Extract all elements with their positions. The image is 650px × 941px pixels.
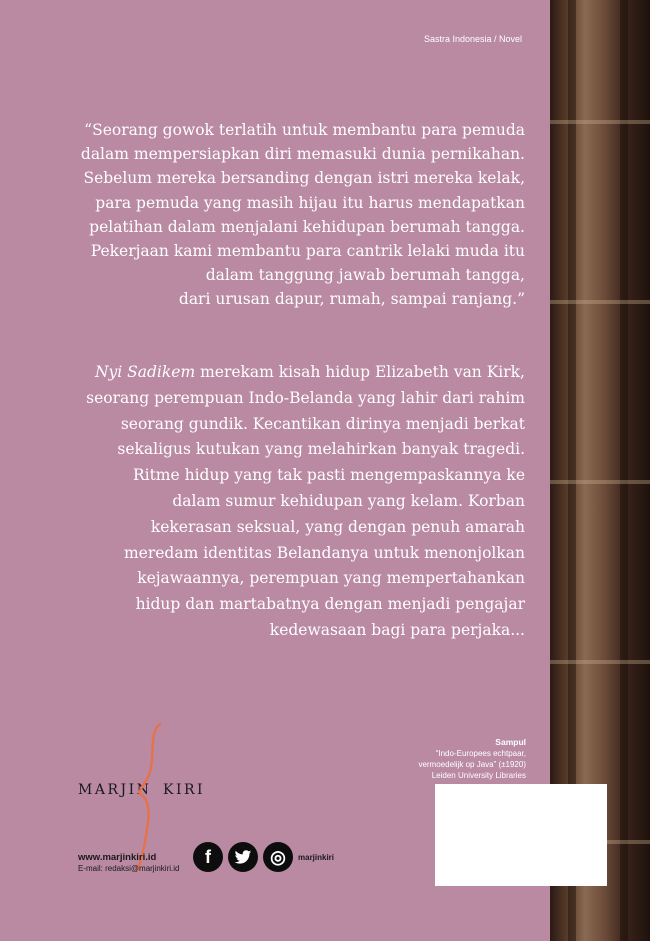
synopsis-line: Ritme hidup yang tak pasti mengempaskannya ke <box>132 466 525 485</box>
synopsis-line: dalam sumur kehidupan yang kelam. Korban <box>172 491 525 510</box>
synopsis-line: kekerasan seksual, yang dengan penuh amarah <box>150 517 525 536</box>
quote-line: dalam tanggung jawab berumah tangga, <box>205 266 525 285</box>
publisher-email[interactable]: E-mail: redaksi@marjinkiri.id <box>78 864 180 873</box>
synopsis-line: meredam identitas Belandanya untuk menonjolkan <box>123 543 525 562</box>
synopsis-line: kejawaannya, perempuan yang mempertahankan <box>137 569 525 588</box>
publisher-logo-right: KIRI <box>163 782 206 798</box>
quote-line: “Seorang gowok terlatih untuk membantu para pemuda <box>84 121 525 139</box>
category-label: Sastra Indonesia / Novel <box>423 34 522 44</box>
synopsis-line: kedewasaan bagi para perjaka... <box>269 620 525 639</box>
cover-credit <box>418 737 526 781</box>
synopsis-line: sekaligus kutukan yang melahirkan banyak tragedi. <box>117 440 525 459</box>
synopsis-line <box>60 360 525 386</box>
synopsis-line: seorang gundik. Kecantikan dirinya menjadi berkat <box>120 414 525 433</box>
photo-shelf <box>550 660 650 664</box>
credit-line: Leiden University Libraries <box>431 771 526 780</box>
quote-line: dalam mempersiapkan diri memasuki dunia pernikahan. <box>80 145 525 164</box>
facebook-glyph: f <box>205 846 211 867</box>
credit-title: Sampul <box>495 737 526 747</box>
credit-line: vermoedelijk op Java” (±1920) <box>418 760 526 769</box>
credit-line: “Indo-Europees echtpaar, <box>435 749 526 758</box>
synopsis-text: merekam kisah hidup Elizabeth van Kirk, <box>195 363 525 381</box>
photo-shelf <box>550 480 650 484</box>
instagram-icon[interactable] <box>263 842 293 872</box>
quote-line: Sebelum mereka bersanding dengan istri mereka kelak, <box>83 169 525 188</box>
photo-shelf-post <box>620 0 628 941</box>
book-title: Nyi Sadikem <box>94 363 196 381</box>
twitter-bird-icon <box>234 850 252 865</box>
synopsis-block <box>60 360 525 644</box>
instagram-glyph: ◎ <box>270 846 286 867</box>
quote-line: pelatihan dalam menjalani kehidupan berumah tangga. <box>89 217 525 236</box>
quote-line: Pekerjaan kami membantu para cantrik lelaki muda itu <box>90 242 525 261</box>
publisher-logo-left: MARJIN <box>78 782 152 798</box>
quote-line: para pemuda yang masih hijau itu harus mendapatkan <box>95 193 525 212</box>
synopsis-line: hidup dan martabatnya dengan menjadi pengajar <box>135 595 525 614</box>
barcode-area <box>435 784 607 886</box>
social-handle[interactable]: marjinkiri <box>298 853 335 862</box>
facebook-icon[interactable] <box>193 842 223 872</box>
twitter-icon[interactable] <box>228 842 258 872</box>
publisher-website[interactable]: www.marjinkiri.id <box>78 852 157 863</box>
photo-shelf <box>550 120 650 124</box>
synopsis-line: seorang perempuan Indo-Belanda yang lahir dari rahim <box>86 388 525 407</box>
brace-icon <box>136 722 166 872</box>
photo-shelf <box>550 300 650 304</box>
quote-line: dari urusan dapur, rumah, sampai ranjang.” <box>178 290 525 309</box>
quote-block <box>60 118 525 312</box>
